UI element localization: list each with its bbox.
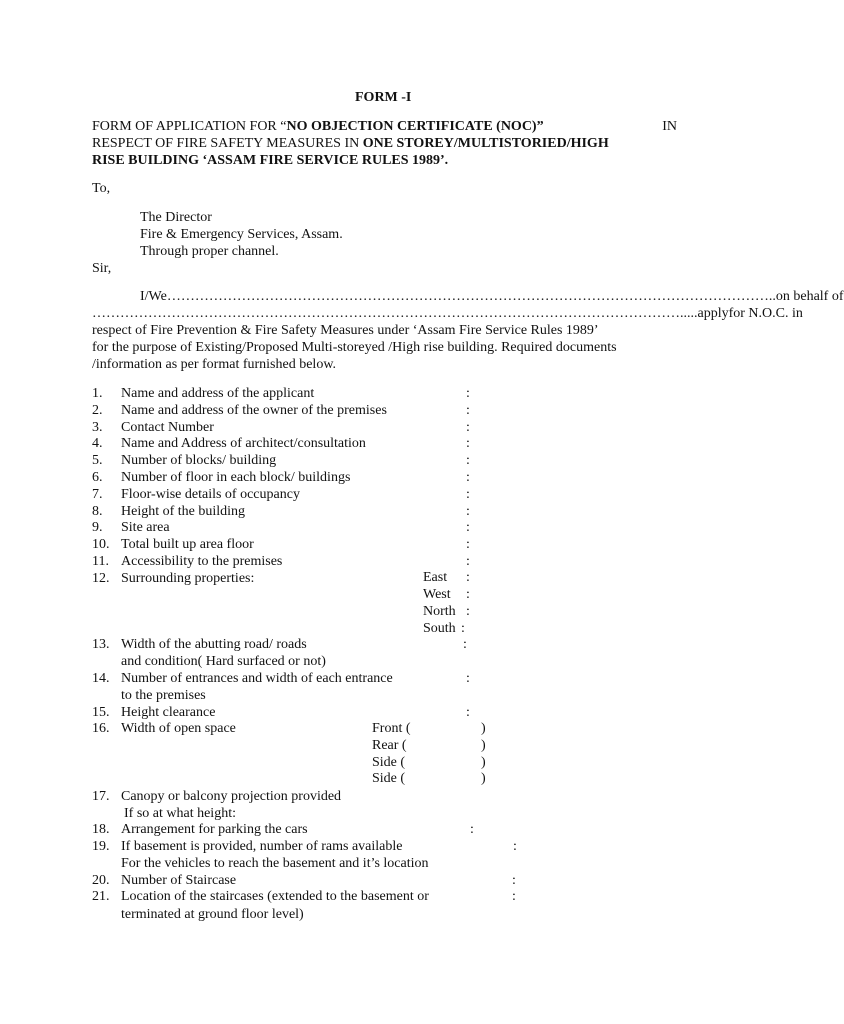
field-colon[interactable]: : bbox=[466, 671, 470, 686]
item-label: Number of Staircase bbox=[121, 873, 237, 888]
open-space-front: Front ( bbox=[372, 721, 411, 736]
item-label: Width of open space bbox=[121, 721, 236, 736]
field-colon[interactable]: : bbox=[466, 470, 470, 485]
surrounding-south: South bbox=[423, 621, 456, 636]
body-text: apply bbox=[697, 306, 729, 321]
body-text: for N.O.C. in bbox=[728, 306, 803, 321]
field-colon[interactable]: : bbox=[466, 420, 470, 435]
heading-text-end: IN bbox=[662, 119, 677, 134]
addressee-line: The Director bbox=[140, 210, 212, 225]
item-label: Accessibility to the premises bbox=[121, 554, 283, 569]
item-number: 6. bbox=[92, 470, 103, 485]
item-label: Site area bbox=[121, 520, 170, 535]
item-label: If so at what height: bbox=[124, 806, 236, 821]
item-label: Number of floor in each block/ buildings bbox=[121, 470, 351, 485]
item-number: 3. bbox=[92, 420, 103, 435]
heading-line-1 bbox=[92, 118, 677, 135]
field-colon[interactable]: : bbox=[466, 587, 470, 602]
body-line-2 bbox=[92, 305, 803, 322]
item-label: Arrangement for parking the cars bbox=[121, 822, 308, 837]
surrounding-east: East bbox=[423, 570, 448, 585]
surrounding-north: North bbox=[423, 604, 456, 619]
item-number: 16. bbox=[92, 721, 110, 736]
item-label: If basement is provided, number of rams available bbox=[121, 839, 403, 854]
item-label: Contact Number bbox=[121, 420, 214, 435]
bracket-close[interactable]: ) bbox=[481, 755, 486, 770]
open-space-side: Side ( bbox=[372, 771, 406, 786]
field-colon[interactable]: : bbox=[512, 889, 516, 904]
item-label: Width of the abutting road/ roads bbox=[121, 637, 307, 652]
surrounding-west: West bbox=[423, 587, 451, 602]
item-number: 11. bbox=[92, 554, 109, 569]
field-colon[interactable]: : bbox=[470, 822, 474, 837]
item-label: Number of blocks/ building bbox=[121, 453, 277, 468]
open-space-side: Side ( bbox=[372, 755, 406, 770]
item-number: 13. bbox=[92, 637, 110, 652]
item-label: For the vehicles to reach the basement and it’s location bbox=[121, 856, 429, 871]
bracket-close[interactable]: ) bbox=[481, 738, 486, 753]
item-label: to the premises bbox=[121, 688, 206, 703]
item-number: 8. bbox=[92, 504, 103, 519]
field-colon[interactable]: : bbox=[466, 504, 470, 519]
item-number: 18. bbox=[92, 822, 110, 837]
item-label: Name and address of the applicant bbox=[121, 386, 315, 401]
body-line-3: respect of Fire Prevention & Fire Safety Measures under ‘Assam Fire Service Rules 1989’ bbox=[92, 323, 599, 338]
body-line-5: /information as per format furnished below. bbox=[92, 357, 337, 372]
field-colon[interactable]: : bbox=[466, 554, 470, 569]
item-number: 9. bbox=[92, 520, 103, 535]
item-label: Total built up area floor bbox=[121, 537, 254, 552]
item-label: and condition( Hard surfaced or not) bbox=[121, 654, 326, 669]
item-label: Number of entrances and width of each entrance bbox=[121, 671, 393, 686]
field-colon[interactable]: : bbox=[461, 621, 465, 636]
item-number: 15. bbox=[92, 705, 110, 720]
field-colon[interactable]: : bbox=[512, 873, 516, 888]
field-colon[interactable]: : bbox=[466, 453, 470, 468]
heading-line-2: RESPECT OF FIRE SAFETY MEASURES IN ONE STOREY/MULTISTORIED/HIGH bbox=[92, 136, 609, 151]
item-label: Canopy or balcony projection provided bbox=[121, 789, 342, 804]
heading-line-3: RISE BUILDING ‘ASSAM FIRE SERVICE RULES 1989’. bbox=[92, 153, 449, 168]
item-number: 4. bbox=[92, 436, 103, 451]
item-label: Floor-wise details of occupancy bbox=[121, 487, 300, 502]
item-number: 12. bbox=[92, 571, 110, 586]
field-colon[interactable]: : bbox=[466, 436, 470, 451]
open-space-rear: Rear ( bbox=[372, 738, 407, 753]
item-number: 2. bbox=[92, 403, 103, 418]
bracket-close[interactable]: ) bbox=[481, 721, 486, 736]
item-label: Height clearance bbox=[121, 705, 216, 720]
form-title: FORM -I bbox=[355, 90, 412, 105]
item-number: 19. bbox=[92, 839, 110, 854]
addressee-line: Through proper channel. bbox=[140, 244, 279, 259]
field-colon[interactable]: : bbox=[463, 637, 467, 652]
field-colon[interactable]: : bbox=[513, 839, 517, 854]
item-number: 1. bbox=[92, 386, 103, 401]
field-colon[interactable]: : bbox=[466, 705, 470, 720]
item-label: Surrounding properties: bbox=[121, 571, 255, 586]
item-label: Name and address of the owner of the premises bbox=[121, 403, 387, 418]
item-number: 17. bbox=[92, 789, 110, 804]
behalf-of-blank[interactable]: ………………………………………………………………………………………………………………..... bbox=[92, 306, 698, 321]
body-line-1 bbox=[140, 288, 844, 305]
field-colon[interactable]: : bbox=[466, 604, 470, 619]
item-number: 14. bbox=[92, 671, 110, 686]
item-number: 20. bbox=[92, 873, 110, 888]
item-label: Name and Address of architect/consultation bbox=[121, 436, 366, 451]
field-colon[interactable]: : bbox=[466, 570, 470, 585]
heading-text: FORM OF APPLICATION FOR “NO OBJECTION CERTIFICATE (NOC)” bbox=[92, 119, 544, 134]
applicant-name-blank[interactable]: I/We………………………………………………………………………………………………………………….. bbox=[140, 289, 776, 304]
field-colon[interactable]: : bbox=[466, 403, 470, 418]
field-colon[interactable]: : bbox=[466, 487, 470, 502]
item-number: 21. bbox=[92, 889, 110, 904]
item-label: Location of the staircases (extended to the basement or bbox=[121, 889, 429, 904]
field-colon[interactable]: : bbox=[466, 520, 470, 535]
letter-to: To, bbox=[92, 181, 111, 196]
item-number: 10. bbox=[92, 537, 110, 552]
addressee-line: Fire & Emergency Services, Assam. bbox=[140, 227, 343, 242]
salutation: Sir, bbox=[92, 261, 112, 276]
bracket-close[interactable]: ) bbox=[481, 771, 486, 786]
item-label: Height of the building bbox=[121, 504, 246, 519]
field-colon[interactable]: : bbox=[466, 537, 470, 552]
body-text: on behalf of bbox=[775, 289, 844, 304]
item-label: terminated at ground floor level) bbox=[121, 907, 304, 922]
body-line-4: for the purpose of Existing/Proposed Multi-storeyed /High rise building. Required documents bbox=[92, 340, 617, 355]
field-colon[interactable]: : bbox=[466, 386, 470, 401]
item-number: 5. bbox=[92, 453, 103, 468]
item-number: 7. bbox=[92, 487, 103, 502]
